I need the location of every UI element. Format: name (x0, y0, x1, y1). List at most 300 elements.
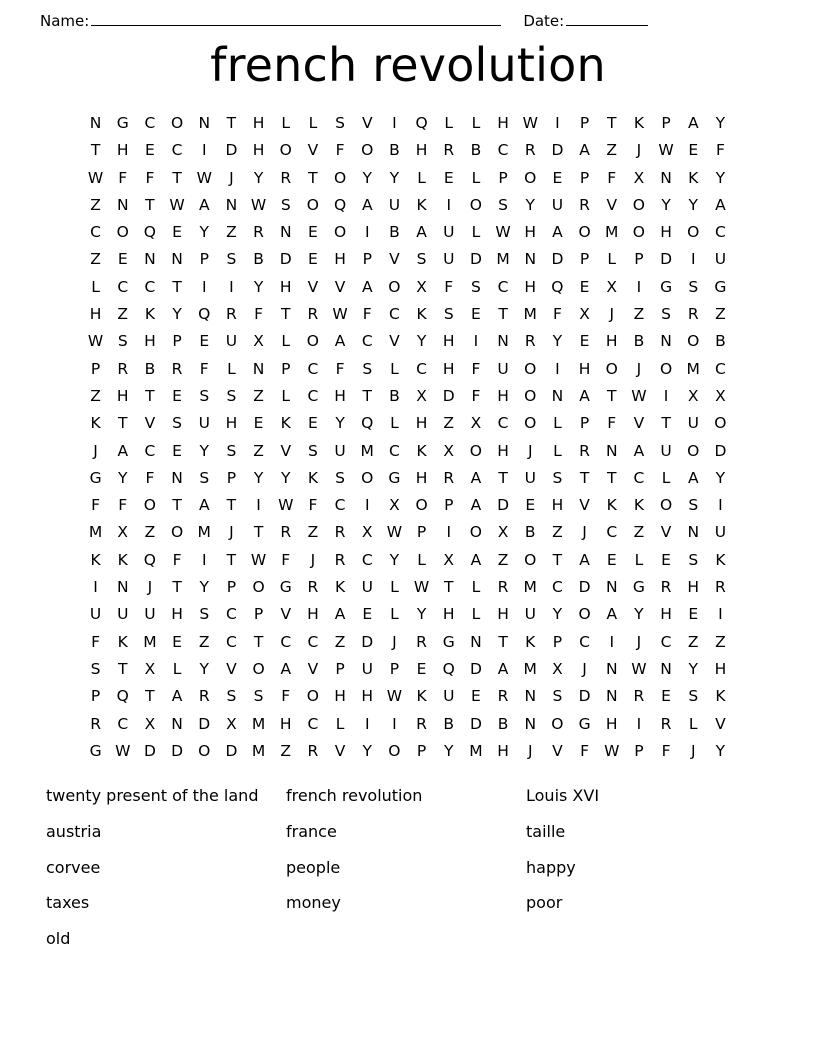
grid-cell[interactable]: T (607, 386, 617, 405)
grid-cell[interactable]: Y (715, 168, 726, 187)
grid-cell[interactable]: W (386, 687, 403, 706)
grid-cell[interactable]: C (361, 550, 373, 569)
grid-cell[interactable]: F (552, 305, 562, 324)
grid-cell[interactable]: W (522, 114, 538, 132)
grid-cell[interactable]: N (198, 114, 211, 132)
grid-cell[interactable]: O (469, 523, 482, 542)
grid-cell[interactable]: S (117, 332, 128, 351)
grid-cell[interactable]: C (497, 141, 509, 160)
grid-cell[interactable]: H (225, 414, 238, 433)
grid-cell[interactable]: U (497, 359, 509, 378)
grid-cell[interactable]: Y (199, 659, 209, 678)
grid-cell[interactable]: N (470, 632, 482, 651)
grid-cell[interactable]: E (443, 168, 454, 187)
grid-cell[interactable]: R (443, 468, 455, 487)
grid-cell[interactable]: A (361, 195, 373, 214)
grid-cell[interactable]: K (280, 414, 291, 433)
grid-cell[interactable]: D (497, 496, 510, 515)
grid-cell[interactable]: J (527, 441, 533, 460)
grid-cell[interactable]: A (715, 195, 726, 214)
grid-cell[interactable]: O (605, 359, 618, 378)
grid-cell[interactable]: D (279, 250, 292, 269)
grid-cell[interactable]: D (225, 741, 238, 760)
grid-cell[interactable]: Z (226, 223, 237, 242)
grid-cell[interactable]: C (361, 332, 373, 351)
grid-cell[interactable]: X (253, 332, 264, 351)
grid-cell[interactable]: Y (661, 195, 671, 214)
grid-cell[interactable]: E (579, 277, 590, 296)
grid-cell[interactable]: A (416, 223, 427, 242)
grid-cell[interactable]: H (660, 605, 672, 624)
grid-cell[interactable]: S (661, 305, 671, 324)
grid-cell[interactable]: O (143, 496, 156, 515)
grid-cell[interactable]: Y (199, 223, 209, 242)
grid-cell[interactable]: U (117, 605, 129, 624)
grid-cell[interactable]: A (470, 496, 482, 515)
grid-cell[interactable]: C (660, 632, 672, 651)
grid-cell[interactable]: F (91, 632, 101, 651)
grid-cell[interactable]: W (87, 332, 104, 351)
grid-cell[interactable]: Y (172, 305, 182, 324)
grid-cell[interactable]: H (442, 359, 455, 378)
grid-cell[interactable]: T (281, 305, 291, 324)
grid-cell[interactable]: S (688, 496, 699, 515)
grid-cell[interactable]: T (145, 687, 155, 706)
grid-cell[interactable]: Y (525, 195, 535, 214)
grid-cell[interactable]: F (118, 496, 128, 515)
grid-cell[interactable]: N (252, 359, 265, 378)
grid-cell[interactable]: L (91, 277, 100, 296)
grid-cell[interactable]: A (198, 496, 210, 515)
grid-cell[interactable]: B (389, 223, 400, 242)
grid-cell[interactable]: S (307, 441, 318, 460)
grid-cell[interactable]: L (471, 114, 481, 132)
grid-cell[interactable]: U (443, 250, 455, 269)
grid-cell[interactable]: X (470, 414, 482, 433)
grid-cell[interactable]: L (688, 714, 698, 733)
grid-cell[interactable]: V (606, 195, 618, 214)
grid-cell[interactable]: N (144, 250, 156, 269)
grid-cell[interactable]: W (631, 659, 647, 678)
grid-cell[interactable]: Y (634, 605, 644, 624)
grid-cell[interactable]: F (281, 687, 291, 706)
grid-cell[interactable]: D (578, 578, 591, 597)
grid-cell[interactable]: J (690, 741, 696, 760)
grid-cell[interactable]: B (715, 332, 726, 351)
grid-cell[interactable]: P (389, 659, 400, 678)
word-list-item[interactable]: taxes (46, 893, 90, 913)
grid-cell[interactable]: E (552, 168, 563, 187)
grid-cell[interactable]: E (199, 332, 210, 351)
grid-cell[interactable]: L (471, 605, 481, 624)
grid-cell[interactable]: X (443, 441, 455, 460)
grid-cell[interactable]: U (225, 332, 238, 351)
grid-cell[interactable]: U (660, 441, 672, 460)
grid-cell[interactable]: H (415, 141, 428, 160)
grid-cell[interactable]: A (334, 332, 346, 351)
grid-cell[interactable]: P (634, 250, 644, 269)
grid-cell[interactable]: J (229, 523, 234, 542)
grid-cell[interactable]: N (660, 332, 672, 351)
grid-cell[interactable]: H (605, 332, 618, 351)
grid-cell[interactable]: Y (688, 195, 698, 214)
grid-cell[interactable]: E (661, 687, 671, 706)
grid-cell[interactable]: I (364, 496, 370, 515)
grid-cell[interactable]: T (498, 305, 508, 324)
grid-cell[interactable]: Q (551, 277, 564, 296)
grid-cell[interactable]: V (280, 441, 292, 460)
grid-cell[interactable]: J (609, 305, 615, 324)
grid-cell[interactable]: R (497, 687, 509, 706)
grid-cell[interactable]: A (470, 468, 482, 487)
grid-cell[interactable]: F (607, 414, 617, 433)
grid-cell[interactable]: L (390, 578, 399, 597)
grid-cell[interactable]: F (444, 277, 454, 296)
grid-cell[interactable]: Z (334, 632, 346, 651)
grid-cell[interactable]: P (579, 168, 590, 187)
grid-cell[interactable]: F (607, 168, 617, 187)
grid-cell[interactable]: R (715, 578, 726, 597)
grid-cell[interactable]: H (605, 714, 618, 733)
grid-cell[interactable]: C (171, 141, 183, 160)
grid-cell[interactable]: J (636, 141, 642, 160)
grid-cell[interactable]: Y (253, 277, 264, 296)
grid-cell[interactable]: O (170, 114, 184, 132)
grid-cell[interactable]: S (688, 550, 699, 569)
grid-cell[interactable]: I (93, 578, 98, 597)
grid-cell[interactable]: N (171, 250, 183, 269)
grid-cell[interactable]: L (390, 414, 399, 433)
grid-cell[interactable]: N (687, 523, 700, 542)
grid-cell[interactable]: T (498, 468, 508, 487)
grid-cell[interactable]: C (388, 305, 400, 324)
grid-cell[interactable]: X (117, 523, 129, 542)
word-list-item[interactable]: austria (46, 821, 102, 841)
grid-cell[interactable]: X (552, 659, 563, 678)
grid-cell[interactable]: O (279, 141, 292, 160)
grid-cell[interactable]: B (443, 714, 455, 733)
grid-cell[interactable]: T (90, 141, 101, 160)
grid-cell[interactable]: P (579, 414, 590, 433)
grid-cell[interactable]: L (172, 659, 182, 678)
grid-cell[interactable]: Z (606, 141, 618, 160)
grid-cell[interactable]: V (660, 523, 672, 542)
grid-cell[interactable]: K (416, 687, 427, 706)
grid-cell[interactable]: N (497, 332, 509, 351)
grid-cell[interactable]: A (579, 386, 590, 405)
grid-cell[interactable]: E (172, 441, 182, 460)
grid-cell[interactable]: U (144, 605, 156, 624)
grid-cell[interactable]: A (470, 550, 482, 569)
grid-cell[interactable]: Y (199, 441, 209, 460)
grid-cell[interactable]: I (690, 250, 696, 269)
grid-cell[interactable]: T (253, 523, 264, 542)
grid-cell[interactable]: J (229, 168, 234, 187)
grid-cell[interactable]: K (416, 441, 427, 460)
grid-cell[interactable]: R (334, 550, 346, 569)
grid-cell[interactable]: R (633, 687, 645, 706)
grid-cell[interactable]: C (117, 714, 129, 733)
grid-cell[interactable]: C (633, 468, 645, 487)
grid-cell[interactable]: U (687, 414, 699, 433)
grid-cell[interactable]: P (661, 114, 671, 132)
grid-cell[interactable]: O (306, 195, 319, 214)
grid-cell[interactable]: H (524, 277, 537, 296)
grid-cell[interactable]: E (471, 687, 481, 706)
grid-cell[interactable]: F (172, 550, 182, 569)
grid-cell[interactable]: B (497, 714, 509, 733)
grid-cell[interactable]: G (442, 632, 455, 651)
grid-cell[interactable]: D (551, 250, 564, 269)
grid-cell[interactable]: K (90, 550, 101, 569)
grid-cell[interactable]: J (636, 632, 642, 651)
grid-cell[interactable]: G (388, 468, 401, 487)
grid-cell[interactable]: K (633, 496, 644, 515)
grid-cell[interactable]: Y (715, 468, 726, 487)
grid-cell[interactable]: M (360, 441, 374, 460)
grid-cell[interactable]: P (90, 687, 101, 706)
grid-cell[interactable]: H (334, 386, 346, 405)
grid-cell[interactable]: A (579, 141, 590, 160)
grid-cell[interactable]: R (307, 305, 319, 324)
grid-cell[interactable]: P (444, 496, 454, 515)
grid-cell[interactable]: S (470, 277, 481, 296)
grid-cell[interactable]: I (473, 332, 479, 351)
grid-cell[interactable]: L (308, 114, 318, 132)
grid-cell[interactable]: O (687, 441, 700, 460)
grid-cell[interactable]: H (551, 496, 564, 515)
grid-cell[interactable]: Z (253, 386, 264, 405)
grid-cell[interactable]: A (497, 659, 509, 678)
date-write-line[interactable] (566, 12, 648, 26)
grid-cell[interactable]: B (389, 386, 400, 405)
grid-cell[interactable]: Y (362, 741, 372, 760)
grid-cell[interactable]: W (413, 578, 430, 597)
grid-cell[interactable]: Y (118, 468, 128, 487)
grid-cell[interactable]: V (579, 496, 590, 515)
grid-cell[interactable]: U (361, 578, 373, 597)
grid-cell[interactable]: U (361, 659, 373, 678)
grid-cell[interactable]: I (256, 496, 261, 515)
word-list-item[interactable]: money (286, 893, 341, 913)
grid-cell[interactable]: T (579, 468, 590, 487)
grid-cell[interactable]: W (196, 168, 212, 187)
grid-cell[interactable]: Z (144, 523, 156, 542)
grid-cell[interactable]: W (169, 195, 185, 214)
grid-cell[interactable]: E (145, 141, 155, 160)
grid-cell[interactable]: A (552, 223, 563, 242)
grid-cell[interactable]: L (281, 332, 291, 351)
grid-cell[interactable]: E (172, 632, 182, 651)
grid-cell[interactable]: T (607, 114, 617, 132)
grid-cell[interactable]: O (632, 223, 645, 242)
grid-cell[interactable]: H (497, 741, 509, 760)
grid-cell[interactable]: X (715, 386, 726, 405)
grid-cell[interactable]: F (118, 168, 128, 187)
grid-cell[interactable]: O (388, 277, 401, 296)
grid-cell[interactable]: B (253, 250, 264, 269)
grid-cell[interactable]: X (361, 523, 373, 542)
grid-cell[interactable]: I (364, 223, 370, 242)
grid-cell[interactable]: X (443, 550, 455, 569)
grid-cell[interactable]: P (579, 250, 590, 269)
grid-cell[interactable]: A (687, 468, 699, 487)
grid-cell[interactable]: V (280, 605, 292, 624)
grid-cell[interactable]: Q (361, 414, 374, 433)
grid-cell[interactable]: H (578, 359, 591, 378)
grid-cell[interactable]: V (361, 114, 373, 132)
grid-cell[interactable]: I (663, 386, 669, 405)
grid-cell[interactable]: S (335, 114, 345, 132)
grid-cell[interactable]: C (714, 223, 726, 242)
grid-cell[interactable]: A (198, 195, 210, 214)
grid-cell[interactable]: O (687, 223, 700, 242)
grid-cell[interactable]: C (307, 359, 319, 378)
grid-cell[interactable]: W (495, 223, 511, 242)
grid-cell[interactable]: D (469, 250, 482, 269)
grid-cell[interactable]: L (417, 168, 426, 187)
grid-cell[interactable]: R (497, 578, 509, 597)
grid-cell[interactable]: Q (415, 114, 428, 132)
grid-cell[interactable]: Z (198, 632, 210, 651)
grid-cell[interactable]: O (469, 195, 482, 214)
grid-cell[interactable]: Y (253, 168, 264, 187)
word-list-item[interactable]: french revolution (286, 786, 423, 805)
grid-cell[interactable]: F (471, 359, 481, 378)
grid-cell[interactable]: E (525, 496, 536, 515)
grid-cell[interactable]: R (443, 141, 455, 160)
grid-cell[interactable]: Y (199, 578, 209, 597)
grid-cell[interactable]: X (389, 496, 400, 515)
grid-cell[interactable]: S (226, 687, 237, 706)
grid-cell[interactable]: O (551, 714, 564, 733)
grid-cell[interactable]: K (416, 305, 427, 324)
grid-cell[interactable]: S (253, 687, 264, 706)
grid-cell[interactable]: T (253, 632, 264, 651)
grid-cell[interactable]: X (226, 714, 237, 733)
grid-cell[interactable]: W (631, 386, 647, 405)
grid-cell[interactable]: S (335, 468, 345, 487)
grid-cell[interactable]: T (498, 632, 508, 651)
grid-cell[interactable]: U (714, 523, 727, 542)
grid-cell[interactable]: V (633, 414, 645, 433)
grid-cell[interactable]: L (390, 605, 399, 624)
grid-cell[interactable]: V (334, 741, 346, 760)
grid-cell[interactable]: Z (280, 741, 292, 760)
grid-cell[interactable]: H (442, 605, 455, 624)
grid-cell[interactable]: I (446, 523, 452, 542)
grid-cell[interactable]: P (226, 468, 237, 487)
grid-cell[interactable]: C (714, 359, 726, 378)
grid-cell[interactable]: C (225, 605, 237, 624)
grid-cell[interactable]: H (279, 714, 292, 733)
grid-cell[interactable]: S (172, 414, 182, 433)
grid-cell[interactable]: K (90, 414, 101, 433)
grid-cell[interactable]: H (497, 114, 509, 132)
grid-cell[interactable]: L (471, 578, 481, 597)
grid-cell[interactable]: R (524, 332, 536, 351)
grid-cell[interactable]: M (197, 523, 211, 542)
grid-cell[interactable]: T (661, 414, 671, 433)
grid-cell[interactable]: H (334, 250, 346, 269)
grid-cell[interactable]: G (578, 714, 591, 733)
grid-cell[interactable]: L (444, 114, 454, 132)
grid-cell[interactable]: D (143, 741, 156, 760)
grid-cell[interactable]: S (552, 687, 563, 706)
name-write-line[interactable] (91, 12, 501, 26)
grid-cell[interactable]: Y (389, 168, 400, 187)
grid-cell[interactable]: P (416, 741, 427, 760)
grid-cell[interactable]: O (659, 496, 673, 515)
grid-cell[interactable]: F (580, 741, 590, 760)
grid-cell[interactable]: O (524, 550, 537, 569)
grid-cell[interactable]: R (280, 168, 292, 187)
grid-cell[interactable]: M (523, 305, 537, 324)
grid-cell[interactable]: O (388, 741, 401, 760)
grid-cell[interactable]: K (144, 305, 155, 324)
grid-cell[interactable]: T (362, 386, 372, 405)
grid-cell[interactable]: O (333, 168, 347, 187)
grid-cell[interactable]: E (471, 305, 481, 324)
grid-cell[interactable]: I (446, 195, 452, 214)
grid-cell[interactable]: S (688, 277, 699, 296)
grid-cell[interactable]: E (253, 414, 264, 433)
grid-cell[interactable]: G (116, 114, 129, 132)
grid-cell[interactable]: V (307, 141, 319, 160)
grid-cell[interactable]: C (497, 277, 509, 296)
grid-cell[interactable]: M (496, 250, 510, 269)
grid-cell[interactable]: G (279, 578, 292, 597)
grid-cell[interactable]: B (470, 141, 482, 160)
grid-cell[interactable]: K (715, 687, 726, 706)
grid-cell[interactable]: U (334, 441, 346, 460)
grid-cell[interactable]: O (306, 332, 319, 351)
grid-cell[interactable]: O (252, 578, 265, 597)
grid-cell[interactable]: Y (335, 414, 345, 433)
grid-cell[interactable]: K (688, 168, 699, 187)
grid-cell[interactable]: E (579, 332, 590, 351)
grid-cell[interactable]: C (551, 578, 563, 597)
grid-cell[interactable]: D (469, 659, 482, 678)
grid-cell[interactable]: W (115, 741, 131, 760)
grid-cell[interactable]: Z (497, 550, 509, 569)
word-list-item[interactable]: people (286, 857, 341, 877)
grid-cell[interactable]: L (390, 359, 399, 378)
grid-cell[interactable]: Y (444, 741, 454, 760)
grid-cell[interactable]: D (198, 714, 211, 733)
grid-cell[interactable]: M (143, 632, 157, 651)
grid-cell[interactable]: K (334, 578, 346, 597)
grid-cell[interactable]: W (386, 523, 403, 542)
grid-cell[interactable]: P (362, 250, 372, 269)
grid-cell[interactable]: M (251, 741, 266, 760)
grid-cell[interactable]: H (116, 386, 129, 405)
grid-cell[interactable]: H (89, 305, 102, 324)
grid-cell[interactable]: R (579, 441, 590, 460)
grid-cell[interactable]: S (280, 195, 291, 214)
grid-cell[interactable]: N (524, 250, 537, 269)
grid-cell[interactable]: H (497, 605, 509, 624)
grid-cell[interactable]: O (415, 496, 428, 515)
grid-cell[interactable]: H (307, 605, 319, 624)
grid-cell[interactable]: F (335, 141, 345, 160)
grid-cell[interactable]: K (307, 468, 318, 487)
grid-cell[interactable]: W (604, 741, 620, 760)
grid-cell[interactable]: N (225, 195, 238, 214)
grid-cell[interactable]: P (199, 250, 209, 269)
grid-cell[interactable]: J (93, 441, 98, 460)
grid-cell[interactable]: A (280, 659, 292, 678)
